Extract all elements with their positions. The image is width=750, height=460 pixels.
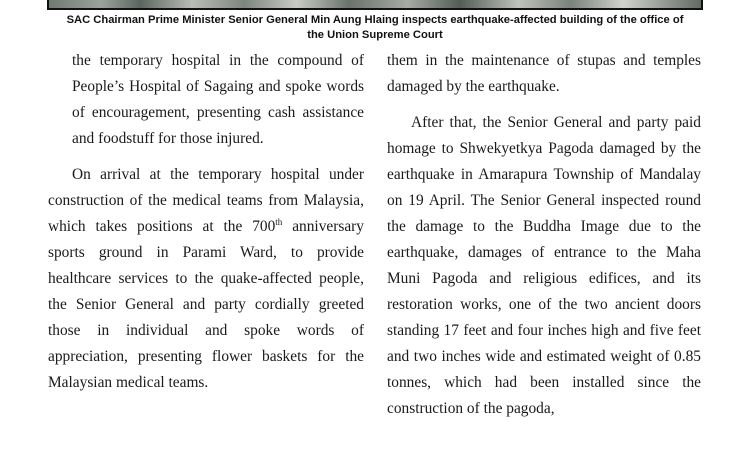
left-paragraph-2-text-a: On arrival at the temporary hospital under construction of the medical teams from Malaysia, which takes positions at the 700 — [48, 166, 364, 235]
right-paragraph-1: them in the maintenance of stupas and temples damaged by the earthquake. — [387, 52, 701, 95]
caption-line-2: the Union Supreme Court — [307, 29, 443, 41]
left-paragraph-2 — [48, 162, 364, 396]
left-column — [48, 48, 364, 406]
left-paragraph-1: the temporary hospital in the compound of People’s Hospital of Sagaing and spoke words of encouragement, presenting cash assistance and foodstuff for those injured. — [72, 52, 364, 147]
caption-line-1: SAC Chairman Prime Minister Senior General Min Aung Hlaing inspects earthquake-affected building of the office of — [66, 14, 684, 26]
right-paragraph-2: After that, the Senior General and party paid homage to Shwekyetkya Pagoda damaged by the earthquake in Amarapura Township of Mandalay on 19 April. The Senior General inspected round the damage to the Buddha Image due to the earthquake, damages of entrance to the Maha Muni Pagoda and religious edifices, and its restoration works, one of the two ancient doors standing 17 feet and four inches high and five feet and two inches wide and estimated weight of 0.85 tonnes, which had been installed since the construction of the pagoda, — [387, 114, 701, 417]
news-photo — [47, 0, 703, 10]
right-column — [387, 48, 701, 432]
ordinal-suffix: th — [275, 216, 283, 227]
photo-caption — [40, 13, 710, 43]
left-paragraph-2-text-b: anniversary sports ground in Parami Ward, to provide healthcare services to the quake-affected people, the Senior General and party cordially greeted those in individual and spoke words of appreciation, presenting flower baskets for the Malaysian medical teams. — [48, 218, 364, 391]
